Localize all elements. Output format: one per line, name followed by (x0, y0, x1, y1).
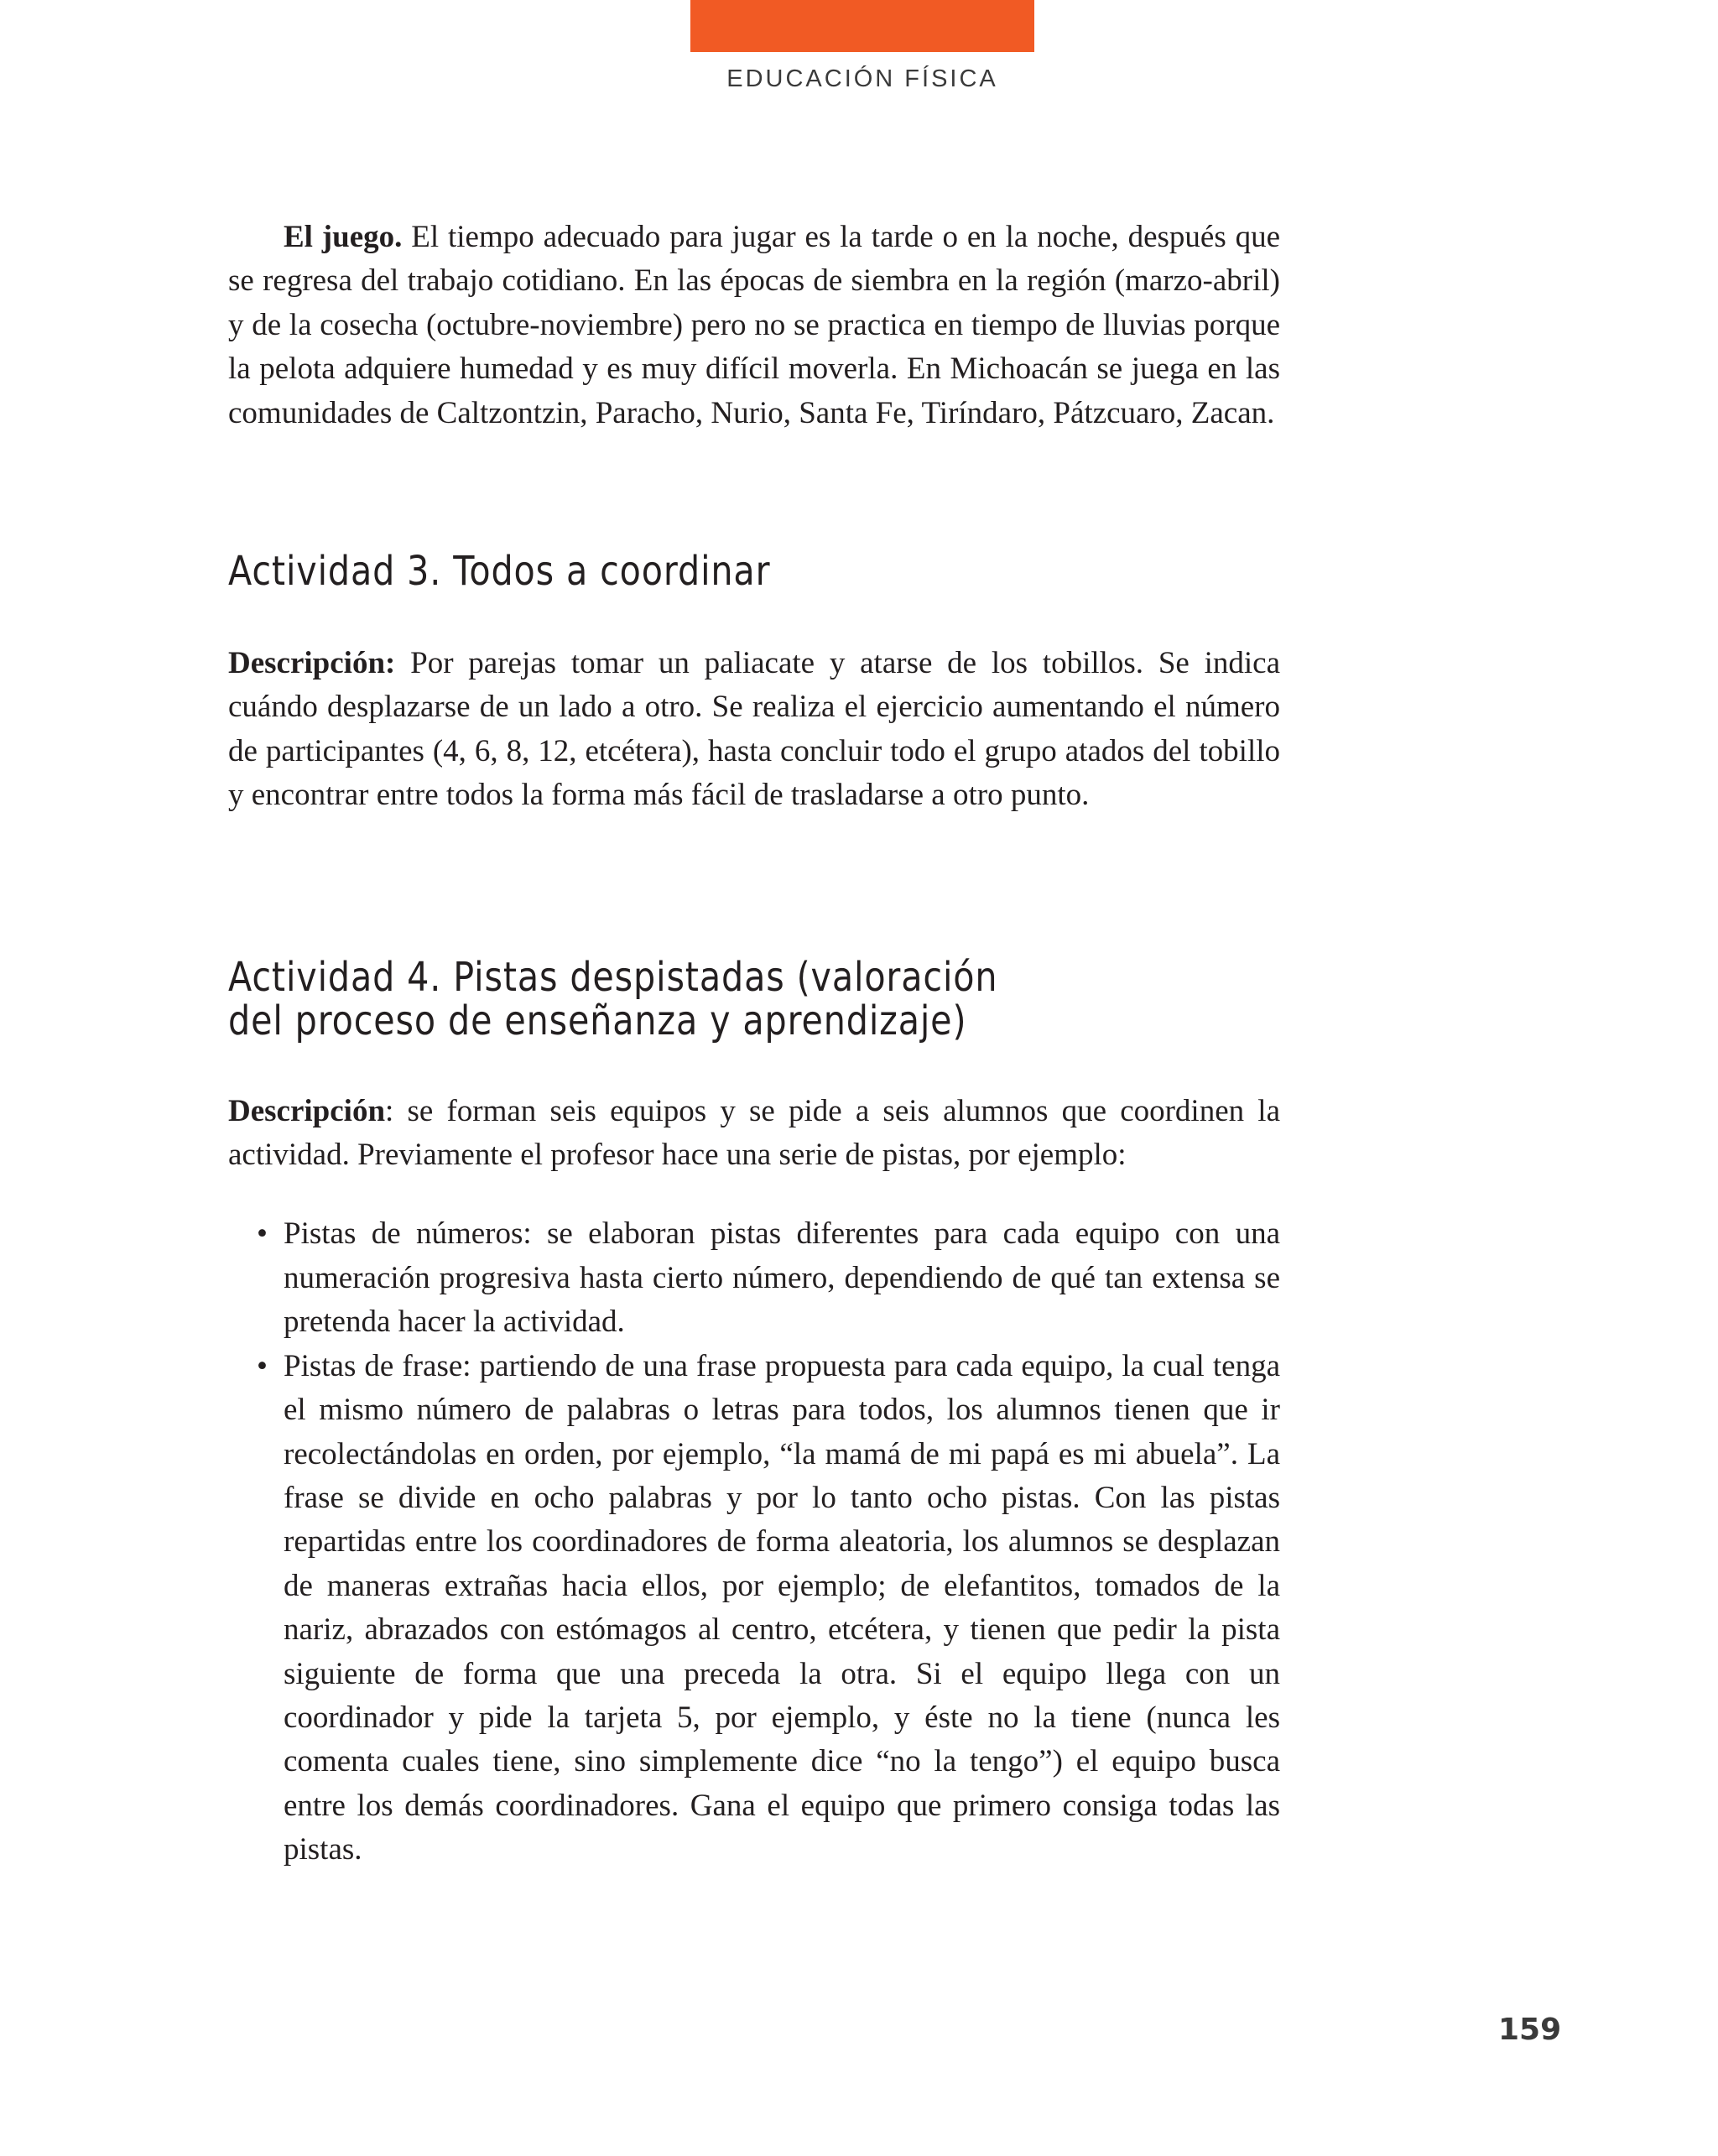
activity3-desc-label: Descripción: (228, 646, 396, 681)
intro-lead: El juego. (284, 220, 403, 254)
activity3-title: Actividad 3. Todos a coordinar (228, 548, 771, 596)
page-content (228, 216, 1280, 1872)
activity4-bullet-list (228, 1212, 1280, 1872)
activity4-title-line1: Actividad 4. Pistas despistadas (valoración (228, 953, 998, 1001)
intro-paragraph (228, 216, 1280, 435)
activity4-desc-text: : se forman seis equipos y se pide a seis alumnos que coordinen la actividad. Previamente el profesor hace una serie de pistas, por ejemplo: (228, 1093, 1280, 1173)
activity4-title (228, 953, 1132, 1044)
activity4-title-line2: del proceso de enseñanza y aprendizaje) (228, 997, 967, 1044)
list-item (228, 1345, 1280, 1872)
activity3-description (228, 642, 1280, 818)
page-number: 159 (1498, 2013, 1562, 2047)
bullet-icon: • (257, 1216, 268, 1252)
list-item (228, 1212, 1280, 1344)
intro-text: El tiempo adecuado para jugar es la tarde o en la noche, después que se regresa del trabajo cotidiano. En las épocas de siembra en la región (marzo-abril) y de la cosecha (octubre-noviembre) pero no se practica en tiempo de lluvias porque la pelota adquiere humedad y es muy difícil moverla. En Michoacán se juega en las comunidades de Caltzontzin, Paracho, Nurio, Santa Fe, Tiríndaro, Pátzcuaro, Zacan. (228, 220, 1281, 430)
activity4-description (228, 1090, 1280, 1178)
activity4-desc-label: Descripción (228, 1093, 386, 1128)
bullet-icon: • (257, 1348, 268, 1383)
bullet-text: Pistas de números: se elaboran pistas diferentes para cada equipo con una numeración progresiva hasta cierto número, dependiendo de qué tan extensa se pretenda hacer la actividad. (284, 1216, 1280, 1340)
bullet-text: Pistas de frase: partiendo de una frase propuesta para cada equipo, la cual tenga el mismo número de palabras o letras para todos, los alumnos tienen que ir recolectándolas en orden, por ejemplo, “la mamá de mi papá es mi abuela”. La frase se divide en ocho palabras y por lo tanto ocho pistas. Con las pistas repartidas entre los coordinadores de forma aleatoria, los alumnos se desplazan de maneras extrañas hacia ellos, por ejemplo; de elefantitos, tomados de la nariz, abrazados con estómagos al centro, etcétera, y tienen que pedir la pista siguiente de forma que una preceda la otra. Si el equipo llega con un coordinador y pide la tarjeta 5, por ejemplo, y éste no la tiene (nunca les comenta cuales tiene, sino simplemente dice “no la tengo”) el equipo busca entre los demás coordinadores. Gana el equipo que primero consiga todas las pistas. (284, 1348, 1280, 1867)
header-accent-tab (690, 0, 1034, 52)
activity3-desc-text: Por parejas tomar un paliacate y atarse de los tobillos. Se indica cuándo desplazarse de un lado a otro. Se realiza el ejercicio aumentando el número de participantes (4, 6, 8, 12, etcétera), hasta concluir todo el grupo atados del tobillo y encontrar entre todos la forma más fácil de trasladarse a otro punto. (228, 646, 1280, 813)
running-head: EDUCACIÓN FÍSICA (726, 65, 998, 92)
